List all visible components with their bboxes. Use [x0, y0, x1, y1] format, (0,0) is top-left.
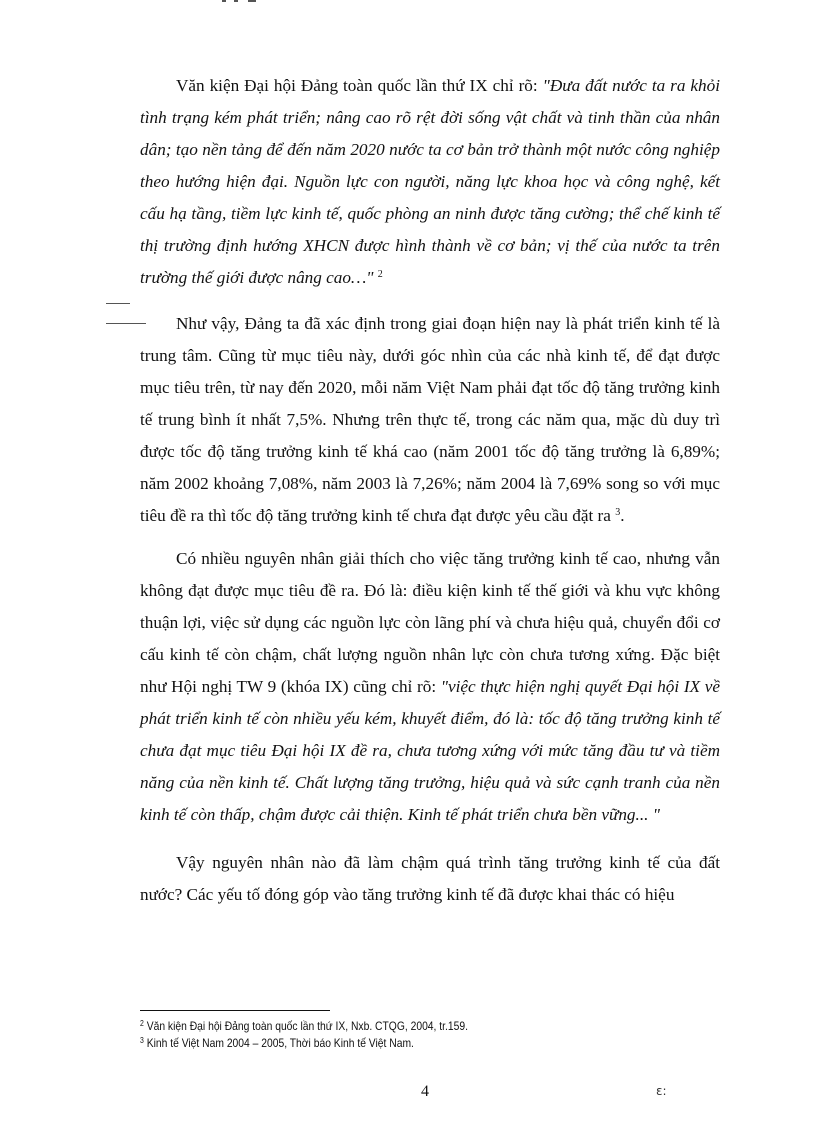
body-text — [140, 70, 720, 923]
footnote-2 — [140, 1018, 639, 1035]
footnotes — [140, 1018, 639, 1052]
paragraph-2-text: Như vậy, Đảng ta đã xác định trong giai đoạn hiện nay là phát triển kinh tế là trung tâm. Cũng từ mục tiêu này, dưới góc nhìn của các nhà kinh tế, để đạt được mục tiêu trên, từ nay đến 2020, mỗi năm Việt Nam phải đạt tốc độ tăng trưởng kinh tế trung bình ít nhất 7,5%. Nhưng trên thực tế, trong các năm qua, mặc dù duy trì được tốc độ tăng trưởng kinh tế khá cao (năm 2001 tốc độ tăng trưởng là 6,89%; năm 2002 khoảng 7,08%, năm 2003 là 7,26%; năm 2004 là 7,69% song so với mục tiêu đề ra thì tốc độ tăng trưởng kinh tế chưa đạt được yêu cầu đặt ra — [140, 314, 720, 525]
paragraph-4 — [140, 847, 720, 911]
paragraph-3 — [140, 543, 720, 831]
paragraph-1-lead: Văn kiện Đại hội Đảng toàn quốc lần thứ IX chỉ rõ: — [176, 76, 543, 95]
paragraph-4-text: Vậy nguyên nhân nào đã làm chậm quá trình tăng trưởng kinh tế của đất nước? Các yếu tố đóng góp vào tăng trưởng kinh tế đã được khai thác có hiệu — [140, 853, 720, 904]
conference-quote: "việc thực hiện nghị quyết Đại hội IX về phát triển kinh tế còn nhiều yếu kém, khuyết điểm, đó là: tốc độ tăng trưởng kinh tế chưa đạt mục tiêu Đại hội IX đề ra, chưa tương xứng với mức tăng đầu tư và tiềm năng của nền kinh tế. Chất lượng tăng trưởng, hiệu quả và sức cạnh tranh của nền kinh tế còn thấp, chậm được cải thiện. Kinh tế phát triển chưa bền vững... " — [140, 677, 720, 824]
paragraph-2-tail: . — [620, 506, 625, 525]
footnote-separator — [140, 1010, 330, 1011]
footnote-text: Kinh tế Việt Nam 2004 – 2005, Thời báo Kinh tế Việt Nam. — [143, 1036, 414, 1050]
footnote-number: 3 — [140, 1036, 144, 1045]
footnote-text: Văn kiện Đại hội Đảng toàn quốc lần thứ IX, Nxb. CTQG, 2004, tr.159. — [143, 1019, 468, 1033]
scan-artifact-top — [234, 0, 238, 2]
paragraph-1 — [140, 70, 720, 294]
congress-quote: "Đưa đất nước ta ra khỏi tình trạng kém phát triển; nâng cao rõ rệt đời sống vật chất và tinh thần của nhân dân; tạo nền tảng để đến năm 2020 nước ta cơ bản trở thành một nước công nghiệp theo hướng hiện đại. Nguồn lực con người, năng lực khoa học và công nghệ, kết cấu hạ tầng, tiềm lực kinh tế, quốc phòng an ninh được tăng cường; thể chế kinh tế thị trường định hướng XHCN được hình thành về cơ bản; vị thế của nước ta trên trường thế giới được nâng cao…" — [140, 76, 720, 287]
page-number: 4 — [421, 1083, 429, 1100]
scan-artifact-top — [222, 0, 226, 2]
scan-artifact-left — [106, 303, 130, 304]
scan-artifact-top — [248, 0, 256, 2]
corner-mark: ε: — [656, 1084, 667, 1098]
footnote-3 — [140, 1035, 639, 1052]
footnote-ref-2: 2 — [377, 269, 383, 280]
paragraph-3-lead: Có nhiều nguyên nhân giải thích cho việc tăng trưởng kinh tế cao, nhưng vẫn không đạt được mục tiêu đề ra. Đó là: điều kiện kinh tế thế giới và khu vực không thuận lợi, việc sử dụng các nguồn lực còn lãng phí và chưa hiệu quả, chuyển đổi cơ cấu kinh tế còn chậm, chất lượng nguồn nhân lực còn chưa tương xứng. Đặc biệt như Hội nghị TW 9 (khóa IX) cũng chỉ rõ: — [140, 549, 720, 696]
paragraph-2 — [140, 308, 720, 532]
footnote-ref-3: 3 — [615, 507, 621, 518]
footnote-number: 2 — [140, 1019, 144, 1028]
